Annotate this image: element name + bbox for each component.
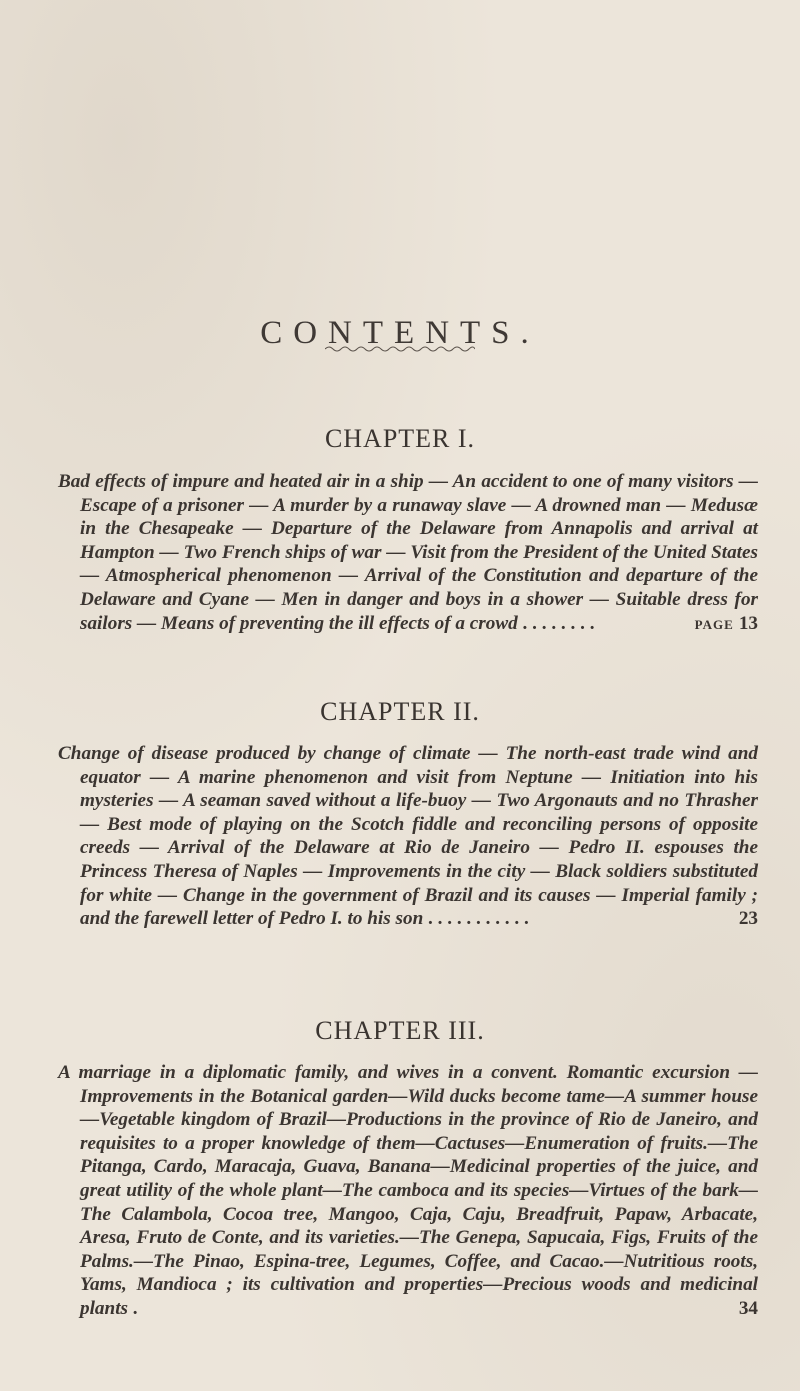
chapter-2-heading: CHAPTER II.	[320, 697, 480, 726]
chapter-1-page-ref[interactable]	[694, 612, 758, 637]
chapter-1-page-number: 13	[738, 612, 758, 634]
chapter-2-page-number: 23	[738, 908, 758, 930]
chapter-1-text: Bad effects of impure and heated air in a ship — An accident to one of many visitors — Escape of a prisoner — A murder by a runaway slave — A drowned man — Medusæ in the Chesapeake — Departure of the Delaware from Annapolis and arrival at Hampton — Two French ships of war — Visit from the President of the United States — Atmospherical phenomenon — Arrival of the Constitution and departure of the Delaware and Cyane — Men in danger and boys in a shower — Suitable dress for sailors — Means of preventing the ill effects of a crowd	[58, 471, 758, 634]
chapter-3-page-number: 34	[738, 1297, 758, 1319]
chapter-2-leader: . . . . . . . . . . .	[423, 908, 529, 930]
chapter-1-heading: CHAPTER I.	[324, 424, 476, 453]
chapter-2-summary	[58, 742, 758, 932]
chapter-1-leader: . . . . . . . .	[517, 612, 595, 634]
chapter-3-page-ref[interactable]	[738, 1297, 758, 1322]
chapter-2-page-ref[interactable]	[738, 907, 758, 932]
page-title: CONTENTS.	[260, 315, 540, 352]
chapter-3-summary	[58, 1061, 758, 1322]
chapter-2-text: Change of disease produced by change of climate — The north-east trade wind and equator — A marine phenomenon and visit from Neptune — Initiation into his mysteries — A seaman saved without a life-buoy — Two Argonauts and no Thrasher — Best mode of playing on the Scotch fiddle and reconciling persons of opposite creeds — Arrival of the Delaware at Rio de Janeiro — Pedro II. espouses the Princess Theresa of Naples — Improvements in the city — Black soldiers substituted for white — Change in the government of Brazil and its causes — Imperial family ; and the farewell letter of Pedro I. to his son	[58, 743, 758, 930]
chapter-3-heading: CHAPTER III.	[315, 1016, 485, 1045]
chapter-1-page-label: PAGE	[694, 616, 734, 632]
title-ornament-rule	[325, 345, 475, 353]
chapter-1-summary	[58, 470, 758, 636]
chapter-3-leader: .	[128, 1297, 138, 1319]
chapter-3-text: A marriage in a diplomatic family, and wives in a convent. Romantic excursion —Improvements in the Botanical garden—Wild ducks become tame—A summer house—Vegetable kingdom of Brazil—Productions in the province of Rio de Janeiro, and requisites to a proper knowledge of them—Cactuses—Enumeration of fruits.—The Pitanga, Cardo, Maracaja, Guava, Banana—Medicinal properties of the juice, and great utility of the whole plant—The camboca and its species—Virtues of the bark—The Calambola, Cocoa tree, Mangoo, Caja, Caju, Breadfruit, Papaw, Arbacate, Aresa, Fruto de Conte, and its varieties.—The Genepa, Sapucaia, Figs, Fruits of the Palms.—The Pinao, Espina-tree, Legumes, Coffee, and Cacao.—Nutritious roots, Yams, Mandioca ; its cultivation and properties—Precious woods and medicinal plants	[58, 1062, 758, 1319]
